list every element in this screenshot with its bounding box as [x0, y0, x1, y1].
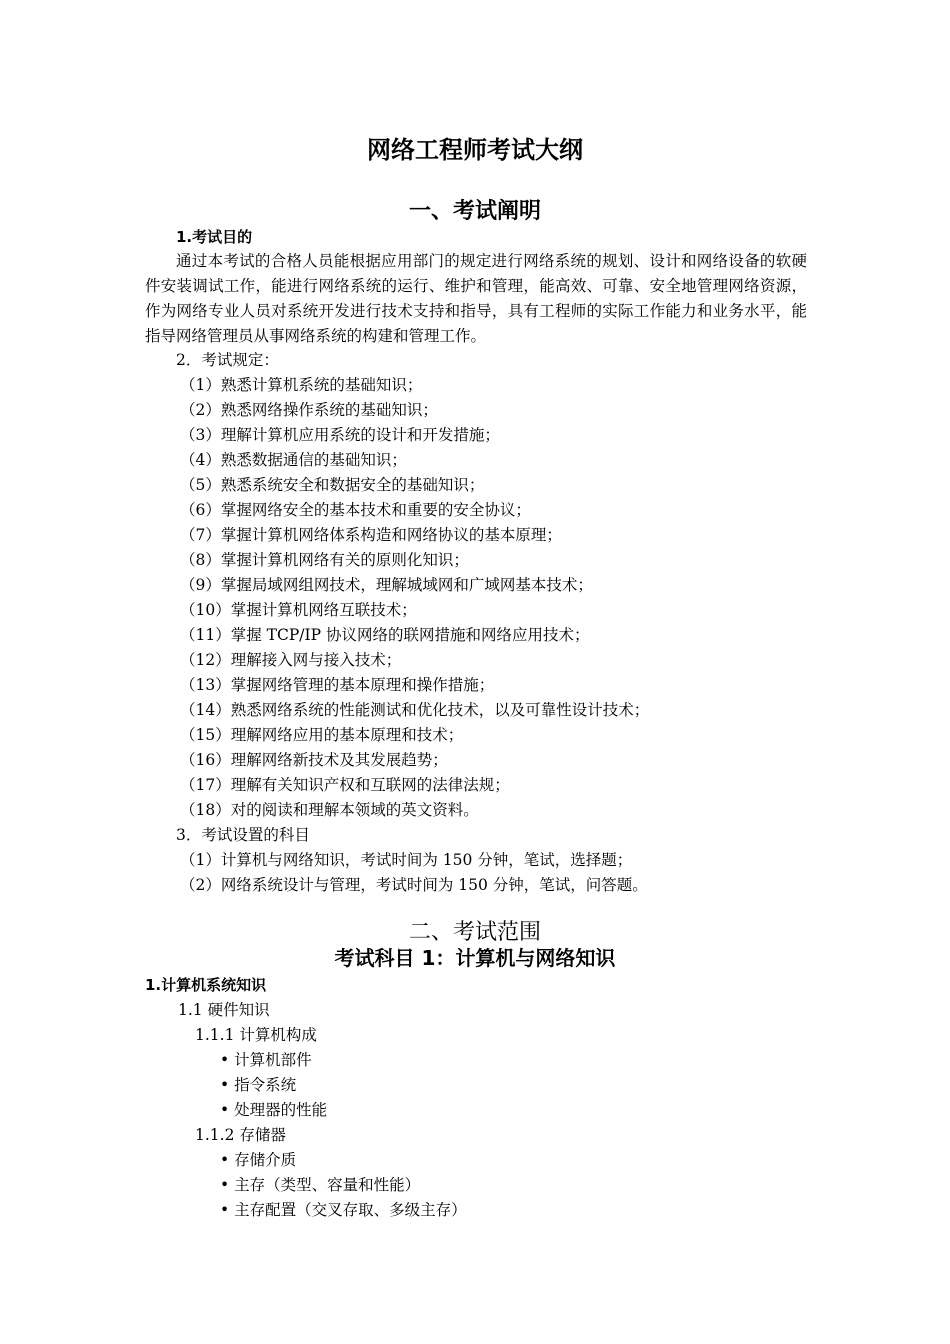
topic-heading: 1.计算机系统知识 — [145, 976, 267, 994]
purpose-paragraph: 通过本考试的合格人员能根据应用部门的规定进行网络系统的规划、设计和网络设备的软硬件安装调试工作，能进行网络系统的运行、维护和管理，能高效、可靠、安全地管理网络资源，作为网络专业人员对系统开发进行技术支持和指导，具有工程师的实际工作能力和业务水平，能指导网络管理员从事网络系统的构建和管理工作。 — [145, 252, 807, 345]
rule-item: （1）熟悉计算机系统的基础知识； — [180, 376, 423, 394]
subsubtopic-heading: 1.1.1 计算机构成 — [195, 1026, 317, 1044]
rule-item: （12）理解接入网与接入技术； — [180, 651, 402, 669]
section2-heading: 二、考试范围 — [408, 920, 541, 945]
bullet-item: • 存储介质 — [220, 1151, 297, 1169]
rule-item: （9）掌握局域网组网技术，理解城域网和广域网基本技术； — [180, 576, 593, 594]
rule-item: （18）对的阅读和理解本领域的英文资料。 — [180, 801, 479, 819]
subjects-heading: 3．考试设置的科目 — [176, 826, 310, 844]
purpose-heading: 1.考试目的 — [176, 228, 253, 246]
rule-item: （6）掌握网络安全的基本技术和重要的安全协议； — [180, 501, 531, 519]
rule-item: （10）掌握计算机网络互联技术； — [180, 601, 417, 619]
subject-item: （2）网络系统设计与管理，考试时间为 150 分钟，笔试，问答题。 — [180, 876, 648, 894]
bullet-item: • 计算机部件 — [220, 1051, 312, 1069]
section1-heading: 一、考试阐明 — [408, 199, 541, 224]
rule-item: （8）掌握计算机网络有关的原则化知识； — [180, 551, 469, 569]
bullet-item: • 主存（类型、容量和性能） — [220, 1176, 421, 1194]
subject-title: 考试科目 1：计算机与网络知识 — [334, 946, 616, 970]
subject-item: （1）计算机与网络知识，考试时间为 150 分钟，笔试，选择题； — [180, 851, 633, 869]
rule-item: （13）掌握网络管理的基本原理和操作措施； — [180, 676, 495, 694]
rule-item: （7）掌握计算机网络体系构造和网络协议的基本原理； — [180, 526, 562, 544]
rule-item: （11）掌握 TCP/IP 协议网络的联网措施和网络应用技术； — [180, 626, 590, 644]
rule-item: （5）熟悉系统安全和数据安全的基础知识； — [180, 476, 485, 494]
rule-item: （4）熟悉数据通信的基础知识； — [180, 451, 407, 469]
subsubtopic-heading: 1.1.2 存储器 — [195, 1126, 286, 1144]
rule-item: （3）理解计算机应用系统的设计和开发措施； — [180, 426, 500, 444]
bullet-item: • 主存配置（交叉存取、多级主存） — [220, 1201, 467, 1219]
bullet-item: • 处理器的性能 — [220, 1101, 328, 1119]
rule-item: （17）理解有关知识产权和互联网的法律法规； — [180, 776, 510, 794]
rules-heading: 2．考试规定： — [176, 351, 279, 369]
rule-item: （16）理解网络新技术及其发展趋势； — [180, 751, 448, 769]
rule-item: （15）理解网络应用的基本原理和技术； — [180, 726, 464, 744]
bullet-item: • 指令系统 — [220, 1076, 297, 1094]
subtopic-heading: 1.1 硬件知识 — [178, 1001, 270, 1019]
doc-title: 网络工程师考试大纲 — [367, 136, 583, 164]
rule-item: （14）熟悉网络系统的性能测试和优化技术，以及可靠性设计技术； — [180, 701, 650, 719]
rule-item: （2）熟悉网络操作系统的基础知识； — [180, 401, 438, 419]
